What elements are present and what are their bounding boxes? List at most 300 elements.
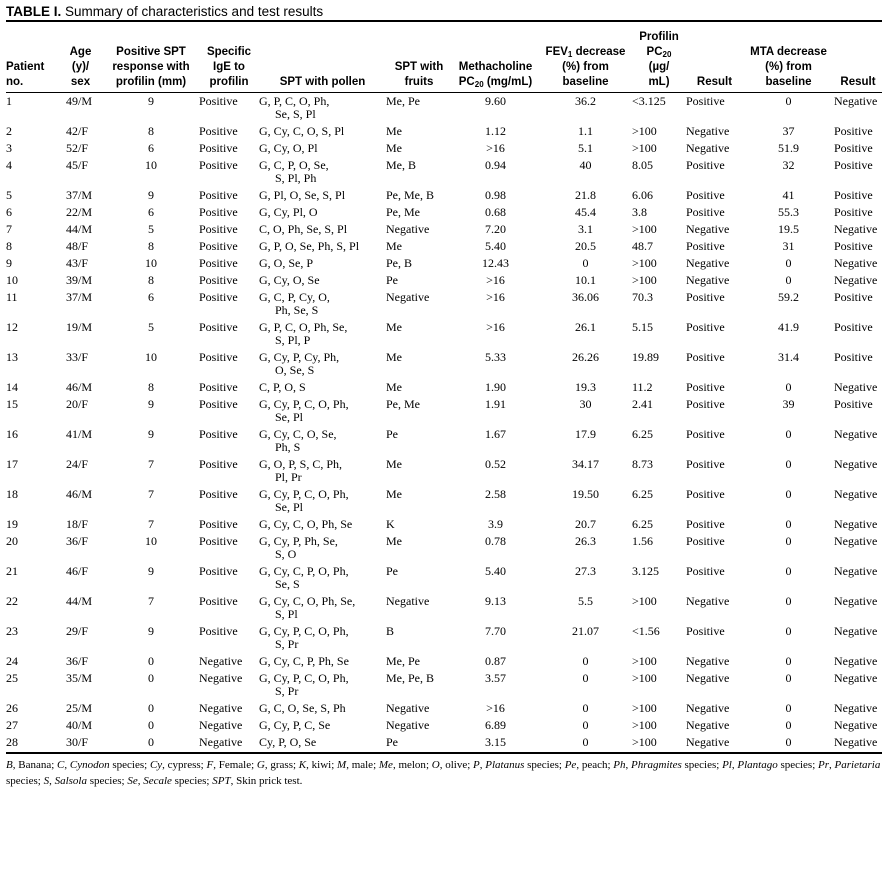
cell-line: G, Cy, O, Se — [259, 272, 320, 287]
table-cell: 25/M — [66, 700, 93, 715]
table-cell: 0 — [785, 533, 792, 548]
table-cell — [259, 396, 386, 426]
table-row — [6, 456, 882, 486]
table-cell — [259, 486, 386, 516]
table-cell: 0 — [582, 255, 589, 270]
table-cell: 20/F — [66, 396, 89, 411]
table-cell: 43/F — [66, 255, 89, 270]
column-header-line: Result — [840, 75, 876, 88]
table-cell: Negative — [834, 272, 878, 287]
column-header-line: $PC_{20}$ — [646, 45, 672, 59]
table-cell: 45.4 — [575, 204, 596, 219]
table-cell: Negative — [199, 670, 243, 685]
table-cell: >100 — [632, 717, 657, 732]
table-cell: 36.2 — [575, 93, 596, 108]
footnote-item: P, Platanus species; — [473, 758, 565, 771]
table-cell: 0.78 — [485, 533, 506, 548]
column-header-line: Patient — [6, 60, 45, 73]
column-header-line: baseline — [765, 75, 812, 88]
table-cell — [259, 289, 386, 319]
cell-line: G, P, C, O, Ph, — [259, 93, 330, 108]
table-cell: Me — [386, 123, 402, 138]
column-header-line: (y)/ — [71, 60, 90, 73]
table-cell — [259, 187, 386, 204]
table-cell: Me — [386, 379, 402, 394]
table-cell: Me — [386, 456, 402, 471]
footnote-item: Pr, Parietaria species; — [6, 758, 881, 787]
table-cell: 7 — [6, 221, 12, 236]
table-cell: 6 — [6, 204, 12, 219]
footnote-item: Me, melon; — [378, 758, 432, 771]
table-cell: 19.89 — [632, 349, 659, 364]
footnote-item: O, olive; — [431, 758, 474, 771]
table-cell: 9 — [148, 426, 154, 441]
cell-line: S, Pl, Ph — [275, 170, 317, 185]
table-cell: 3.57 — [485, 670, 506, 685]
table-cell: 0 — [582, 670, 589, 685]
table-cell: Negative — [686, 734, 730, 749]
column-header-line: $PC_{20}$ (mg/mL) — [458, 75, 533, 89]
table-label: TABLE I. — [6, 4, 62, 19]
table-cell: Negative — [834, 255, 878, 270]
table-cell: 0 — [785, 426, 792, 441]
table-cell: Negative — [199, 700, 243, 715]
table-cell: 16 — [6, 426, 18, 441]
table-cell: 9 — [148, 563, 154, 578]
table-cell: Pe, B — [386, 255, 413, 270]
table-cell: 0 — [785, 255, 792, 270]
table-cell: Me — [386, 533, 402, 548]
table-cell: 17 — [6, 456, 18, 471]
table-cell: 5 — [148, 221, 154, 236]
table-cell: Me, Pe, B — [386, 670, 434, 685]
table-cell: Positive — [199, 349, 238, 364]
table-cell: Pe — [386, 272, 398, 287]
column-header-line: sex — [70, 75, 91, 88]
column-header-line: (µg/ — [648, 60, 670, 73]
table-cell: Positive — [834, 187, 873, 202]
table-cell: Negative — [686, 255, 730, 270]
table-caption: Summary of characteristics and test results — [65, 4, 324, 19]
table-cell: 5 — [6, 187, 12, 202]
table-cell: 21.07 — [572, 623, 599, 638]
column-header — [199, 22, 259, 92]
cell-line: Se, S, Pl — [275, 106, 316, 121]
footnote-item: Se, Secale species; — [127, 774, 213, 787]
table-row — [6, 379, 882, 396]
column-header — [452, 22, 539, 92]
table-cell: 1.56 — [632, 533, 653, 548]
table-cell: 14 — [6, 379, 18, 394]
table-cell: 1.91 — [485, 396, 506, 411]
footnote-item: S, Salsola species; — [43, 774, 128, 787]
table-cell: 1 — [6, 93, 12, 108]
table-cell: 44/M — [66, 593, 93, 608]
table-cell: Positive — [199, 379, 238, 394]
table-cell: 9 — [148, 396, 154, 411]
table-cell: 6.89 — [485, 717, 506, 732]
table-cell: 0 — [785, 486, 792, 501]
table-row — [6, 123, 882, 140]
table-cell: Positive — [686, 379, 725, 394]
table-cell: Negative — [686, 123, 730, 138]
table-row — [6, 734, 882, 752]
table-cell — [259, 533, 386, 563]
table-cell: 0 — [785, 734, 792, 749]
column-header — [58, 22, 103, 92]
table-cell: Me — [386, 349, 402, 364]
table-cell: >100 — [632, 255, 657, 270]
cell-line: G, Cy, Pl, O — [259, 204, 318, 219]
table-cell: Negative — [834, 623, 878, 638]
table-cell: Negative — [686, 272, 730, 287]
cell-line: G, O, P, S, C, Ph, — [259, 456, 343, 471]
header-row — [6, 22, 882, 92]
cell-line: G, Cy, P, C, O, Ph, — [259, 486, 349, 501]
cell-line: G, P, C, O, Ph, Se, — [259, 319, 348, 334]
table-cell: Negative — [199, 717, 243, 732]
table-row — [6, 533, 882, 563]
table-cell: 6.25 — [632, 426, 653, 441]
results-table — [6, 22, 882, 752]
table-cell: 12.43 — [482, 255, 509, 270]
column-header — [686, 22, 743, 92]
table-cell: 10 — [6, 272, 18, 287]
table-row — [6, 272, 882, 289]
table-cell: 5.5 — [578, 593, 593, 608]
table-cell: 46/M — [66, 486, 93, 501]
table-cell — [259, 349, 386, 379]
table-cell: 8 — [148, 272, 154, 287]
table-cell: Positive — [199, 623, 238, 638]
table-cell: 26.26 — [572, 349, 599, 364]
table-cell: 0 — [785, 93, 792, 108]
table-cell: Positive — [686, 486, 725, 501]
table-cell: 5.40 — [485, 563, 506, 578]
cell-line: S, Pr — [275, 683, 299, 698]
table-cell: B — [386, 623, 395, 638]
column-header-line: no. — [6, 75, 24, 88]
table-cell: Positive — [686, 187, 725, 202]
table-cell: 4 — [6, 157, 12, 172]
table-cell: 33/F — [66, 349, 89, 364]
footnote-item: G, grass; — [256, 758, 299, 771]
table-cell: Positive — [199, 486, 238, 501]
table-cell: Negative — [386, 700, 430, 715]
table-cell: Positive — [199, 204, 238, 219]
footnote-item: C, Cynodon species; — [57, 758, 150, 771]
table-cell: Positive — [199, 563, 238, 578]
cell-line: Ph, Se, S — [275, 302, 319, 317]
table-cell — [259, 272, 386, 289]
table-cell: 21.8 — [575, 187, 596, 202]
table-cell: Positive — [686, 426, 725, 441]
table-cell: 37/M — [66, 289, 93, 304]
table-cell: 0 — [785, 379, 792, 394]
table-cell: 0 — [148, 700, 154, 715]
table-container — [6, 3, 882, 789]
column-header — [743, 22, 834, 92]
table-cell: Positive — [199, 255, 238, 270]
table-cell: Negative — [834, 563, 878, 578]
table-cell: 0 — [785, 516, 792, 531]
table-cell: Positive — [199, 221, 238, 236]
table-cell: 0 — [582, 717, 589, 732]
column-header-line: baseline — [562, 75, 609, 88]
table-title — [6, 3, 882, 20]
table-row — [6, 319, 882, 349]
table-cell: 7.20 — [485, 221, 506, 236]
table-cell: Positive — [686, 204, 725, 219]
table-cell — [259, 670, 386, 700]
table-row — [6, 204, 882, 221]
table-cell: 1.90 — [485, 379, 506, 394]
table-cell: 44/M — [66, 221, 93, 236]
cell-line: G, O, Se, P — [259, 255, 314, 270]
table-row — [6, 426, 882, 456]
table-row — [6, 486, 882, 516]
table-cell: 9 — [148, 93, 154, 108]
table-cell: >100 — [632, 653, 657, 668]
table-cell — [259, 255, 386, 272]
column-header — [259, 22, 386, 92]
table-cell: >100 — [632, 700, 657, 715]
table-cell: 27 — [6, 717, 18, 732]
table-cell: 0.52 — [485, 456, 506, 471]
table-cell: Positive — [199, 272, 238, 287]
column-header-line: response with — [112, 60, 190, 73]
table-cell: Positive — [686, 238, 725, 253]
table-cell: Positive — [834, 123, 873, 138]
table-cell: 46/M — [66, 379, 93, 394]
cell-line: G, Cy, P, C, O, Ph, — [259, 670, 349, 685]
column-header-line: Result — [696, 75, 733, 88]
table-cell: 5 — [148, 319, 154, 334]
cell-line: Se, Pl — [275, 409, 304, 424]
table-cell: 49/M — [66, 93, 93, 108]
table-cell: 31 — [782, 238, 795, 253]
column-header — [834, 22, 882, 92]
table-cell: Positive — [199, 593, 238, 608]
table-row — [6, 516, 882, 533]
table-cell: 6.06 — [632, 187, 653, 202]
table-cell — [259, 516, 386, 533]
table-cell: Positive — [686, 563, 725, 578]
cell-line: G, P, O, Se, Ph, S, Pl — [259, 238, 360, 253]
table-cell: 5.33 — [485, 349, 506, 364]
footnote-item: K, kiwi; — [298, 758, 338, 771]
table-body — [6, 92, 882, 752]
column-header-line: profilin (mm) — [115, 75, 187, 88]
table-cell: Negative — [199, 734, 243, 749]
table-cell: 0 — [582, 700, 589, 715]
footnote-item: F, Female; — [206, 758, 257, 771]
table-cell: Positive — [686, 349, 725, 364]
table-cell: Pe — [386, 734, 398, 749]
table-cell: Negative — [834, 456, 878, 471]
table-cell: 5.1 — [578, 140, 593, 155]
table-cell: 18 — [6, 486, 18, 501]
table-cell: 25 — [6, 670, 18, 685]
table-cell: 0 — [582, 653, 589, 668]
table-row — [6, 593, 882, 623]
table-cell — [259, 426, 386, 456]
table-cell: Negative — [686, 593, 730, 608]
table-cell: Negative — [834, 734, 878, 749]
table-cell: 19.5 — [778, 221, 799, 236]
table-cell: Positive — [199, 533, 238, 548]
table-cell: <1.56 — [632, 623, 660, 638]
column-header-line: IgE to — [213, 60, 245, 73]
table-cell — [259, 204, 386, 221]
table-cell: 1.12 — [485, 123, 506, 138]
table-cell: Negative — [386, 289, 430, 304]
footnote-item: M, male; — [337, 758, 379, 771]
table-cell: Positive — [199, 396, 238, 411]
table-cell: 1.67 — [485, 426, 506, 441]
column-header-line: Positive SPT — [116, 45, 186, 58]
column-header-line: $FEV_1$ decrease — [545, 45, 626, 59]
column-header-line: MTA decrease — [750, 45, 827, 58]
column-header-line: SPT with — [394, 60, 444, 73]
table-cell: 0 — [148, 670, 154, 685]
cell-line: Cy, P, O, Se — [259, 734, 317, 749]
table-cell: Pe, Me — [386, 396, 420, 411]
cell-line: G, Cy, P, Ph, Se, — [259, 533, 338, 548]
cell-line: G, Cy, C, O, Ph, Se, — [259, 593, 356, 608]
table-cell: Negative — [834, 426, 878, 441]
table-cell: Pe — [386, 426, 398, 441]
table-cell: Positive — [834, 140, 873, 155]
table-cell — [259, 157, 386, 187]
table-cell: 23 — [6, 623, 18, 638]
table-cell: >16 — [486, 272, 505, 287]
table-cell: Negative — [686, 140, 730, 155]
cell-line: S, Pl, P — [275, 332, 311, 347]
footnote-item: Pl, Plantago species; — [722, 758, 819, 771]
table-cell: 36/F — [66, 653, 89, 668]
table-cell: 27.3 — [575, 563, 596, 578]
table-cell: 0 — [148, 717, 154, 732]
table-cell: Negative — [834, 593, 878, 608]
table-cell: 6 — [148, 289, 154, 304]
table-cell: 2 — [6, 123, 12, 138]
footnote-item: SPT, Skin prick test. — [212, 774, 303, 787]
table-cell: Negative — [386, 593, 430, 608]
table-cell: 0 — [785, 272, 792, 287]
table-cell: 0 — [785, 623, 792, 638]
table-cell: 15 — [6, 396, 18, 411]
table-cell: Negative — [686, 717, 730, 732]
table-cell: Positive — [199, 140, 238, 155]
column-header-line: Age — [69, 45, 92, 58]
cell-line: G, Cy, C, P, Ph, Se — [259, 653, 349, 668]
column-header-line: (%) from — [562, 60, 609, 73]
table-cell: Positive — [834, 289, 873, 304]
table-cell: 1.1 — [578, 123, 593, 138]
table-cell: 42/F — [66, 123, 89, 138]
column-header — [386, 22, 452, 92]
table-cell: >16 — [486, 140, 505, 155]
cell-line: Se, Pl — [275, 499, 304, 514]
table-cell: 19/M — [66, 319, 93, 334]
table-cell: Positive — [834, 319, 873, 334]
table-cell: 0 — [785, 563, 792, 578]
table-cell: Positive — [199, 93, 238, 108]
column-header-line: profilin — [209, 75, 249, 88]
table-row — [6, 349, 882, 379]
table-cell: >100 — [632, 123, 657, 138]
table-footnote — [6, 754, 882, 789]
table-cell: Positive — [686, 289, 725, 304]
table-cell: 5.40 — [485, 238, 506, 253]
cell-line: G, Cy, O, Pl — [259, 140, 318, 155]
table-row — [6, 238, 882, 255]
table-cell — [259, 563, 386, 593]
column-header-line: Methacholine — [458, 60, 533, 73]
table-cell: Positive — [686, 319, 725, 334]
table-cell: 19.50 — [572, 486, 599, 501]
cell-line: G, C, O, Se, S, Ph — [259, 700, 346, 715]
table-cell: Positive — [686, 516, 725, 531]
table-cell — [259, 700, 386, 717]
cell-line: G, Cy, P, C, O, Ph, — [259, 396, 349, 411]
table-row — [6, 187, 882, 204]
table-cell: 10 — [145, 533, 157, 548]
table-cell: 41.9 — [778, 319, 799, 334]
table-row — [6, 670, 882, 700]
table-cell: Positive — [686, 456, 725, 471]
table-cell: Positive — [834, 396, 873, 411]
column-header — [539, 22, 632, 92]
table-cell: Negative — [686, 670, 730, 685]
table-cell: Negative — [686, 700, 730, 715]
table-cell: >100 — [632, 734, 657, 749]
table-row — [6, 157, 882, 187]
table-row — [6, 255, 882, 272]
table-cell: Me, Pe — [386, 653, 420, 668]
table-row — [6, 140, 882, 157]
table-cell: 7 — [148, 486, 154, 501]
table-cell — [259, 221, 386, 238]
cell-line: C, P, O, S — [259, 379, 306, 394]
table-cell: 3 — [6, 140, 12, 155]
table-cell: 7 — [148, 516, 154, 531]
table-row — [6, 92, 882, 123]
table-cell: 7 — [148, 456, 154, 471]
table-cell: Positive — [686, 533, 725, 548]
table-cell: 32 — [782, 157, 795, 172]
table-cell: 36.06 — [572, 289, 599, 304]
table-cell: 10 — [145, 349, 157, 364]
table-cell — [259, 593, 386, 623]
table-cell: 8.05 — [632, 157, 653, 172]
table-cell: 0 — [785, 670, 792, 685]
table-cell: Me — [386, 238, 402, 253]
table-cell: Positive — [199, 319, 238, 334]
table-cell — [259, 123, 386, 140]
table-cell: 35/M — [66, 670, 93, 685]
table-cell: Negative — [834, 533, 878, 548]
table-cell: >100 — [632, 670, 657, 685]
table-cell: 52/F — [66, 140, 89, 155]
cell-line: S, Pr — [275, 636, 299, 651]
table-cell: 22/M — [66, 204, 93, 219]
table-cell: 0 — [582, 734, 589, 749]
table-cell: 6.25 — [632, 516, 653, 531]
table-cell: 31.4 — [778, 349, 799, 364]
cell-line: G, C, P, O, Se, — [259, 157, 329, 172]
